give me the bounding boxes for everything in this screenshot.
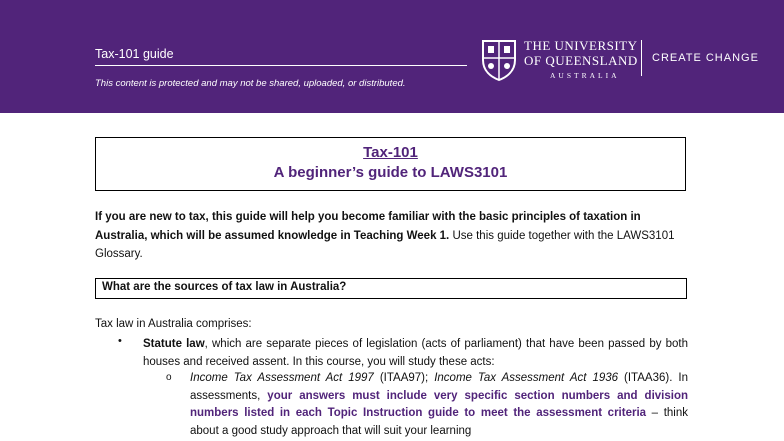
logo-divider — [641, 40, 642, 76]
assessment-emphasis: your answers must include very specific section numbers and division numbers listed in each Topic Instruction guide to meet the assessment criteria — [190, 389, 689, 419]
intro-bold-text: If you are new to tax, this guide will help you become familiar with the basic principles of taxation in Australia, which will be assumed knowledge in Teaching Week 1. — [95, 211, 641, 242]
document-label: Tax-101 guide — [95, 47, 174, 61]
copyright-notice: This content is protected and may not be shared, uploaded, or distributed. — [95, 78, 406, 89]
bullet-term: Statute law — [143, 338, 205, 350]
logo-line-2: OF QUEENSLAND — [524, 53, 638, 68]
logo-line-1: THE UNIVERSITY — [524, 38, 638, 53]
title-line-2: A beginner’s guide to LAWS3101 — [273, 164, 508, 181]
act-2-abbr: (ITAA36). In assessments, — [190, 372, 688, 402]
act-1-abbr: (ITAA97); — [373, 372, 435, 384]
logo-line-3: AUSTRALIA — [550, 71, 620, 80]
crest-icon — [480, 38, 518, 82]
sub-bullet-tail: – think about a good study approach that will suit your learning — [190, 407, 688, 437]
header-rule — [95, 65, 467, 66]
intro-paragraph — [95, 208, 687, 264]
sub-bullet-marker: o — [166, 372, 172, 383]
bullet-marker: • — [118, 335, 122, 347]
bullet-description: , which are separate pieces of legislation (acts of parliament) that have been passed by both houses and received assent. In this course, you will study these acts: — [143, 338, 688, 368]
tagline: CREATE CHANGE — [652, 52, 759, 64]
title-box — [95, 137, 686, 191]
title-line-1: Tax-101 — [363, 144, 418, 161]
header-banner — [0, 0, 784, 113]
bullet-item-statute-law — [143, 336, 688, 371]
body-paragraph: Tax law in Australia comprises: — [95, 318, 252, 330]
act-2-title: Income Tax Assessment Act 1936 — [434, 372, 619, 384]
act-1-title: Income Tax Assessment Act 1997 — [190, 372, 374, 384]
section-heading: What are the sources of tax law in Australia? — [95, 278, 687, 299]
intro-plain-text: Use this guide together with the LAWS3101 Glossary. — [95, 229, 675, 260]
sub-bullet-item-acts — [190, 370, 688, 440]
